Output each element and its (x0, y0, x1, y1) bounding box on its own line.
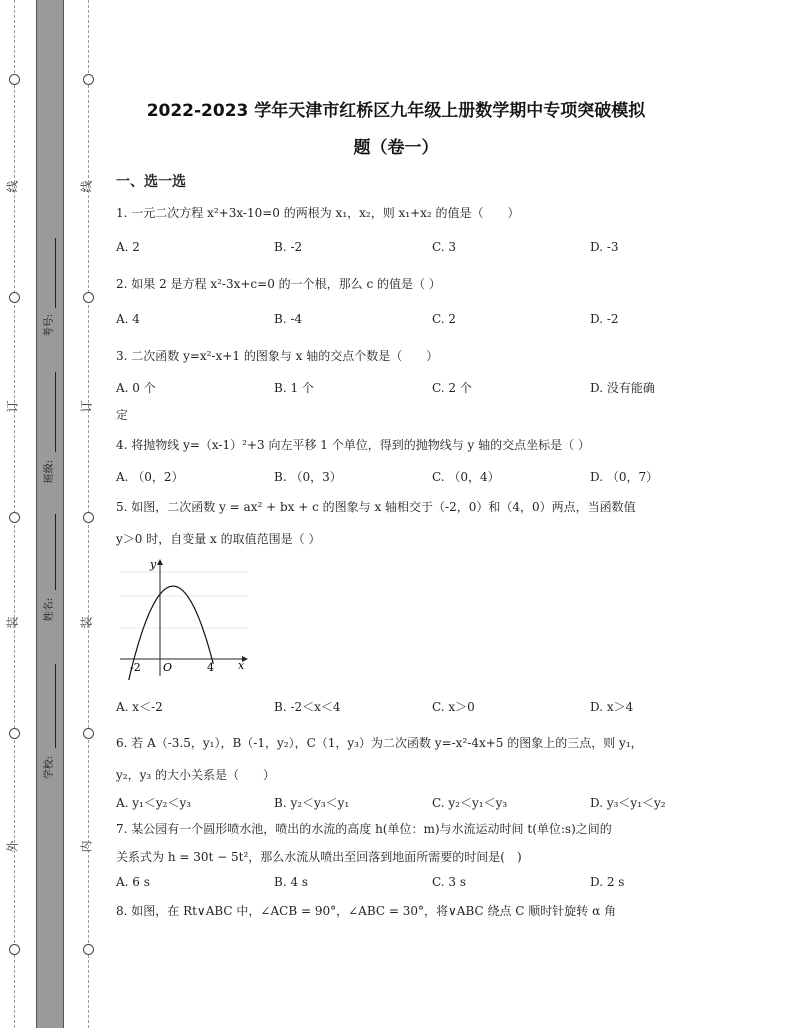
margin-char: 线 (79, 180, 94, 193)
page-title-line2: 题（卷一） (353, 138, 439, 158)
option-d[interactable]: D. -3 (590, 240, 619, 254)
binding-hole (83, 728, 94, 739)
binding-hole (9, 944, 20, 955)
option-c[interactable]: C. y₂＜y₁＜y₃ (432, 796, 508, 810)
margin-char: 装 (5, 616, 20, 629)
field-line[interactable] (55, 664, 56, 748)
question-7-line2: 关系式为 h = 30t − 5t²，那么水流从喷出至回落到地面所需要的时间是( ) (116, 850, 522, 864)
graph-grid (120, 572, 248, 628)
margin-char: 外 (5, 840, 20, 853)
binding-hole (83, 74, 94, 85)
binding-hole (9, 728, 20, 739)
option-b[interactable]: B. 1 个 (274, 381, 314, 395)
question-8: 8. 如图，在 Rt∨ABC 中，∠ACB = 90°，∠ABC = 30°，将∨ABC 绕点 C 顺时针旋转 α 角 (116, 904, 617, 918)
option-c[interactable]: C. 2 (432, 312, 457, 326)
binding-hole (9, 292, 20, 303)
binding-hole (9, 512, 20, 523)
option-b[interactable]: B. -4 (274, 312, 303, 326)
margin-char: 订 (5, 400, 20, 413)
option-b[interactable]: B. -2＜x＜4 (274, 700, 341, 714)
question-1: 1. 一元二次方程 x²+3x-10=0 的两根为 x₁，x₂，则 x₁+x₂ 的值是（ ） (116, 206, 520, 220)
option-a[interactable]: A. x＜-2 (116, 700, 163, 714)
right-root-label: 4 (207, 661, 214, 674)
parabola-graph (116, 556, 252, 680)
option-c[interactable]: C. x＞0 (432, 700, 475, 714)
option-d[interactable]: D. （0，7） (590, 470, 659, 484)
option-b[interactable]: B. -2 (274, 240, 303, 254)
binding-hole (83, 292, 94, 303)
binding-margin (0, 0, 100, 1028)
option-a[interactable]: A. 2 (116, 240, 140, 254)
option-d[interactable]: D. x＞4 (590, 700, 634, 714)
option-d[interactable]: D. 2 s (590, 875, 625, 889)
field-label-exam-number: 考号: (44, 313, 56, 338)
option-b[interactable]: B. （0，3） (274, 470, 342, 484)
field-label-class: 班级: (44, 459, 56, 484)
option-a[interactable]: A. y₁＜y₂＜y₃ (116, 796, 192, 810)
question-7: 7. 某公园有一个圆形喷水池，喷出的水流的高度 h(单位：m)与水流运动时间 t(单位:s)之间的 (116, 822, 612, 836)
binding-hole (83, 944, 94, 955)
margin-char: 订 (79, 400, 94, 413)
option-a[interactable]: A. 4 (116, 312, 140, 326)
field-label-school: 学校: (44, 755, 56, 780)
binding-hole (9, 74, 20, 85)
option-c[interactable]: C. 3 s (432, 875, 466, 889)
option-d[interactable]: D. -2 (590, 312, 619, 326)
option-a[interactable]: A. 0 个 (116, 381, 156, 395)
question-6: 6. 若 A（-3.5，y₁），B（-1，y₂），C（1，y₃）为二次函数 y=-x²-4x+5 的图象上的三点，则 y₁， (116, 736, 643, 750)
option-d[interactable]: D. y₃＜y₁＜y₂ (590, 796, 666, 810)
section-heading: 一、选一选 (116, 174, 186, 190)
option-a[interactable]: A. 6 s (116, 875, 150, 889)
margin-char: 内 (79, 840, 94, 853)
y-axis-label: y (150, 558, 157, 571)
origin-label: O (163, 661, 173, 674)
option-c[interactable]: C. 2 个 (432, 381, 472, 395)
field-line[interactable] (55, 372, 56, 452)
field-line[interactable] (55, 514, 56, 590)
field-line[interactable] (55, 238, 56, 308)
binding-hole (83, 512, 94, 523)
question-2: 2. 如果 2 是方程 x²-3x+c=0 的一个根，那么 c 的值是（ ） (116, 277, 441, 291)
left-root-label: -2 (130, 661, 141, 674)
field-label-name: 姓名: (44, 597, 56, 622)
option-c[interactable]: C. 3 (432, 240, 457, 254)
page-title: 2022-2023 学年天津市红桥区九年级上册数学期中专项突破模拟 (146, 101, 646, 121)
question-5: 5. 如图，二次函数 y = ax² + bx + c 的图象与 x 轴相交于（-2，0）和（4，0）两点，当函数值 (116, 500, 636, 514)
question-4: 4. 将抛物线 y=（x-1）²+3 向左平移 1 个单位，得到的抛物线与 y 轴的交点坐标是（ ） (116, 438, 590, 452)
x-axis-label: x (238, 659, 245, 672)
question-5-line2: y＞0 时，自变量 x 的取值范围是（ ） (116, 532, 321, 546)
option-a[interactable]: A. （0，2） (116, 470, 184, 484)
option-b[interactable]: B. y₂＜y₃＜y₁ (274, 796, 350, 810)
y-axis-arrow (157, 559, 163, 565)
option-c[interactable]: C. （0，4） (432, 470, 500, 484)
option-d[interactable]: D. 没有能确 (590, 381, 655, 395)
info-strip (36, 0, 64, 1028)
margin-char: 装 (79, 616, 94, 629)
option-b[interactable]: B. 4 s (274, 875, 309, 889)
question-3-continuation: 定 (116, 408, 129, 422)
question-6-line2: y₂，y₃ 的大小关系是（ ） (116, 768, 275, 782)
question-3: 3. 二次函数 y=x²-x+1 的图象与 x 轴的交点个数是（ ） (116, 349, 439, 363)
margin-char: 线 (5, 180, 20, 193)
